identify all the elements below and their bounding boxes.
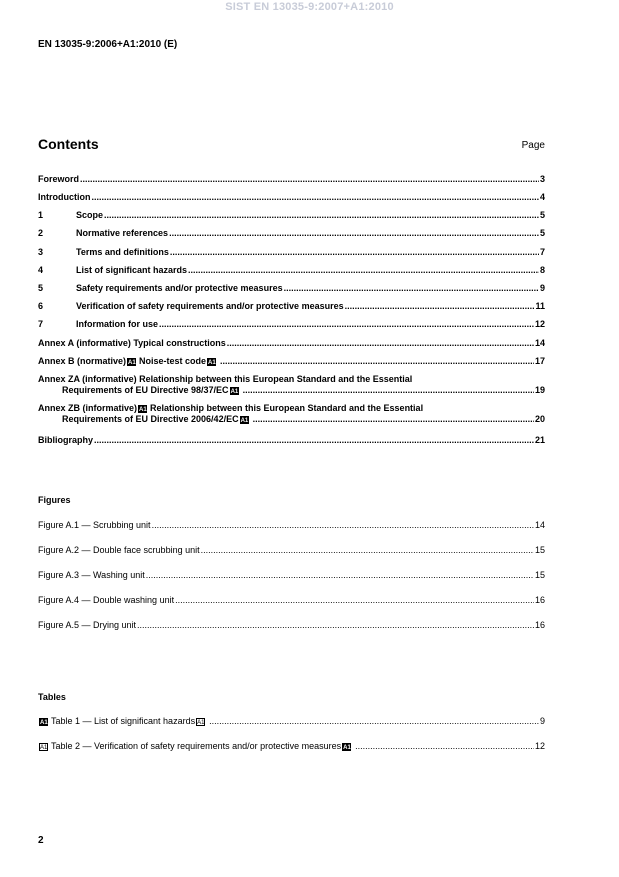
toc-entry-title-line1: Annex ZA (informative) Relationship between this European Standard and the Essential (38, 374, 413, 384)
figure-entry-title: Figure A.1 — Scrubbing unit (38, 520, 151, 530)
toc-entry-title: Annex A (informative) Typical constructions (38, 338, 226, 348)
dot-leader (137, 620, 534, 631)
toc-entry-foreword[interactable] (38, 174, 545, 185)
dot-leader (170, 247, 539, 258)
dot-leader (80, 174, 539, 185)
toc-entry-number: 3 (38, 247, 44, 257)
toc-entry-number: 7 (38, 319, 44, 329)
figure-entry-page: 15 (534, 545, 545, 555)
toc-entry-safety-requirements[interactable] (38, 283, 545, 294)
tables-heading: Tables (38, 692, 66, 702)
toc-entry-annex-b[interactable] (38, 356, 545, 367)
figure-entry-page: 15 (534, 570, 545, 580)
toc-entry-significant-hazards[interactable] (38, 265, 545, 276)
dot-leader (345, 301, 535, 312)
table-entry-title: Table 1 — List of significant hazards (51, 716, 196, 726)
toc-entry-page: 5 (539, 228, 545, 238)
toc-entry-page: 7 (539, 247, 545, 257)
toc-entry-title-prefix: Annex ZB (informative) (38, 403, 138, 413)
toc-entry-verification[interactable] (38, 301, 545, 312)
dot-leader (159, 319, 534, 330)
toc-entry-number: 2 (38, 228, 44, 238)
table-entry[interactable] (38, 716, 545, 727)
toc-entry-title: Introduction (38, 192, 91, 202)
amendment-end-icon: A1 (343, 745, 351, 751)
document-identifier: EN 13035-9:2006+A1:2010 (E) (38, 39, 178, 50)
toc-entry-number: 4 (38, 265, 44, 275)
dot-leader (355, 741, 534, 752)
figures-heading: Figures (38, 495, 71, 505)
table-entry[interactable] (38, 741, 545, 752)
dot-leader (201, 545, 534, 556)
toc-entry-page: 14 (534, 338, 545, 348)
toc-entry-title-prefix: Annex B (normative) (38, 356, 127, 366)
dot-leader (94, 435, 534, 446)
toc-entry-title: Verification of safety requirements and/or protective measures (76, 301, 344, 311)
toc-entry-title: List of significant hazards (76, 265, 188, 275)
table-entry-page: 9 (539, 716, 545, 726)
toc-entry-page: 19 (534, 385, 545, 395)
toc-entry-title: Information for use (76, 319, 159, 329)
dot-leader (92, 192, 539, 203)
figure-entry[interactable] (38, 545, 545, 556)
watermark: SIST EN 13035-9:2007+A1:2010 (225, 1, 394, 13)
toc-entry-page: 4 (539, 192, 545, 202)
toc-entry-annex-a[interactable] (38, 338, 545, 349)
table-entry-page: 12 (534, 741, 545, 751)
figure-entry-page: 16 (534, 595, 545, 605)
amendment-start-icon: A1 (128, 360, 136, 366)
amendment-start-icon: A1 (139, 407, 147, 413)
amendment-end-icon: A1 (230, 389, 239, 395)
dot-leader (146, 570, 534, 581)
table-entry-title: Table 2 — Verification of safety requirements and/or protective measures (51, 741, 342, 751)
dot-leader (152, 520, 534, 531)
toc-entry-title-line2: Requirements of EU Directive 98/37/EC (62, 385, 229, 395)
dot-leader (284, 283, 539, 294)
toc-entry-page: 11 (535, 301, 545, 311)
toc-entry-number: 5 (38, 283, 44, 293)
dot-leader (188, 265, 539, 276)
figure-entry[interactable] (38, 620, 545, 631)
amendment-end-icon: A1 (240, 418, 249, 424)
amendment-start-icon: A1 (40, 720, 48, 726)
amendment-end-icon: A1 (197, 720, 205, 726)
toc-entry-normative-references[interactable] (38, 228, 545, 239)
toc-entry-page: 12 (534, 319, 545, 329)
toc-entry-title: Scope (76, 210, 104, 220)
toc-entry-page: 17 (534, 356, 545, 366)
dot-leader (169, 228, 539, 239)
dot-leader (220, 356, 534, 367)
dot-leader (104, 210, 539, 221)
figure-entry-title: Figure A.5 — Drying unit (38, 620, 137, 630)
toc-entry-information-for-use[interactable] (38, 319, 545, 330)
dot-leader (209, 716, 539, 727)
figure-entry-page: 14 (534, 520, 545, 530)
toc-entry-title-line1: Relationship between this European Standard and the Essential (150, 403, 424, 413)
dot-leader (243, 385, 534, 396)
toc-entry-bibliography[interactable] (38, 435, 545, 446)
dot-leader (175, 595, 534, 606)
toc-entry-title: Noise-test code (139, 356, 207, 366)
toc-entry-introduction[interactable] (38, 192, 545, 203)
toc-entry-scope[interactable] (38, 210, 545, 221)
toc-entry-title: Foreword (38, 174, 80, 184)
dot-leader (227, 338, 534, 349)
toc-entry-title: Terms and definitions (76, 247, 169, 257)
toc-entry-title: Normative references (76, 228, 169, 238)
toc-entry-annex-za[interactable] (38, 374, 545, 396)
figure-entry-page: 16 (534, 620, 545, 630)
figure-entry-title: Figure A.3 — Washing unit (38, 570, 145, 580)
figure-entry[interactable] (38, 595, 545, 606)
toc-entry-title: Bibliography (38, 435, 94, 445)
toc-entry-number: 6 (38, 301, 44, 311)
toc-entry-annex-zb[interactable] (38, 403, 545, 425)
page-number: 2 (38, 835, 44, 846)
toc-entry-terms-and-definitions[interactable] (38, 247, 545, 258)
figure-entry[interactable] (38, 520, 545, 531)
toc-entry-page: 9 (539, 283, 545, 293)
page-column-label: Page (521, 140, 545, 151)
toc-entry-number: 1 (38, 210, 44, 220)
contents-heading: Contents (38, 136, 99, 152)
amendment-end-icon: A1 (208, 360, 216, 366)
figure-entry-title: Figure A.2 — Double face scrubbing unit (38, 545, 200, 555)
toc-entry-page: 8 (539, 265, 545, 275)
toc-entry-title-line2: Requirements of EU Directive 2006/42/EC (62, 414, 239, 424)
toc-entry-page: 20 (534, 414, 545, 424)
toc-entry-page: 3 (539, 174, 545, 184)
toc-entry-page: 21 (534, 435, 545, 445)
figure-entry-title: Figure A.4 — Double washing unit (38, 595, 175, 605)
toc-entry-title: Safety requirements and/or protective measures (76, 283, 283, 293)
toc-entry-page: 5 (539, 210, 545, 220)
amendment-start-icon: A1 (40, 745, 48, 751)
dot-leader (253, 414, 534, 425)
figure-entry[interactable] (38, 570, 545, 581)
